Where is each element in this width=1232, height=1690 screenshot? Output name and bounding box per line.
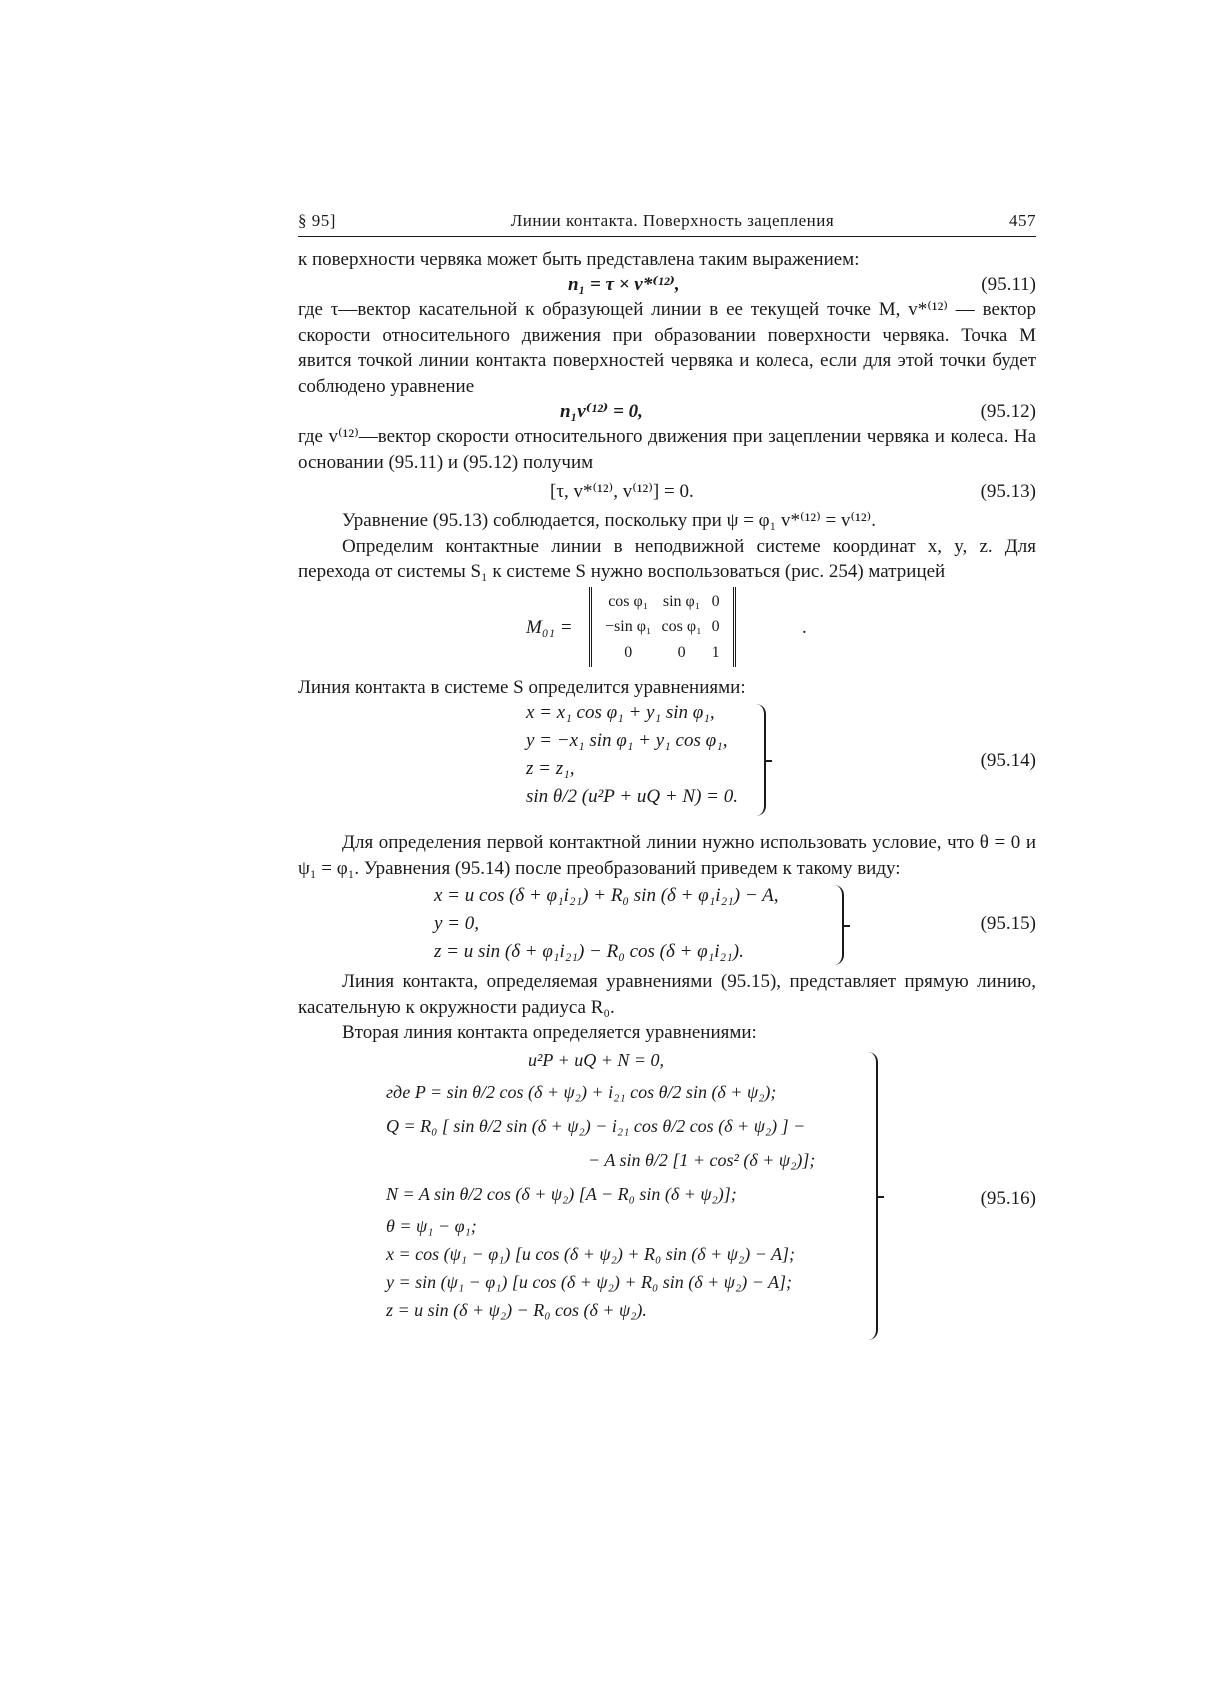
- system-line: x = cos (ψ₁ − φ₁) [u cos (δ + ψ₂) + R₀ sin (δ + ψ₂) − A];: [386, 1243, 796, 1264]
- equation-body: n₁ = τ × v*⁽¹²⁾,: [568, 274, 680, 295]
- matrix-body: [589, 587, 736, 668]
- matrix-label: M₀₁ =: [526, 616, 573, 638]
- paragraph-6: Линия контакта в системе S определится уравнениями:: [298, 676, 746, 698]
- system-95-14: [298, 700, 1036, 822]
- system-line: y = sin (ψ₁ − φ₁) [u cos (δ + ψ₂) + R₀ sin (δ + ψ₂) − A];: [386, 1271, 793, 1292]
- equation-number: (95.11): [981, 274, 1036, 295]
- system-line: z = u sin (δ + ψ₂) − R₀ cos (δ + ψ₂).: [386, 1299, 647, 1320]
- system-95-15: [298, 881, 1036, 969]
- matrix-cell: −sin φ₁: [605, 618, 652, 635]
- system-95-16: [298, 1046, 1036, 1346]
- matrix-cell: 1: [711, 643, 720, 661]
- matrix-row: [600, 640, 725, 666]
- paragraph-9: Вторая линия контакта определяется уравнениями:: [342, 1022, 757, 1043]
- page-number: 457: [1009, 211, 1036, 230]
- matrix-period: .: [802, 616, 807, 638]
- chapter-title: Линии контакта. Поверхность зацепления: [510, 211, 835, 230]
- system-line: u²P + uQ + N = 0,: [528, 1049, 665, 1070]
- paragraph-3: где v⁽¹²⁾—вектор скорости относительного движения при зацеплении червяка и колеса. На основании (95.11) и (95.12) получим: [298, 426, 1036, 473]
- equation-95-12: [298, 399, 1036, 424]
- system-line: где P = sin θ/2 cos (δ + ψ₂) + i₂₁ cos θ/2 sin (δ + ψ₂);: [386, 1081, 777, 1102]
- right-brace: [866, 1052, 878, 1340]
- equation-95-11: [298, 272, 1036, 297]
- equation-body: n₁v⁽¹²⁾ = 0,: [560, 401, 643, 422]
- system-line: N = A sin θ/2 cos (δ + ψ₂) [A − R₀ sin (δ + ψ₂)];: [386, 1183, 737, 1204]
- paragraph-7: Для определения первой контактной линии нужно использовать условие, что θ = 0 и ψ₁ = φ₁. Уравнения (95.14) после преобразований приведем к такому виду:: [298, 832, 1036, 879]
- book-page: [298, 208, 1036, 1346]
- matrix-row: [600, 614, 725, 640]
- system-line: z = z₁,: [526, 758, 575, 779]
- system-line: z = u sin (δ + φ₁i₂₁) − R₀ cos (δ + φ₁i₂₁).: [434, 941, 744, 962]
- matrix-cell: cos φ₁: [661, 618, 702, 635]
- running-header: [298, 208, 1036, 237]
- equation-95-13: [298, 479, 1036, 504]
- system-line: θ = ψ₁ − φ₁;: [386, 1215, 477, 1236]
- paragraph-2: где τ—вектор касательной к образующей линии в ее текущей точке M, v*⁽¹²⁾ — вектор скорости относительного движения при образовании поверхности червяка. Точка M явится точкой линии контакта поверхностей червяка и колеса, если для этой точки будет соблюдено уравнение: [298, 299, 1036, 397]
- matrix-cell: sin φ₁: [662, 592, 701, 610]
- system-line: x = x₁ cos φ₁ + y₁ sin φ₁,: [526, 702, 715, 723]
- matrix-cell: cos φ₁: [608, 592, 649, 610]
- matrix-cell: 0: [711, 592, 720, 610]
- matrix-m01: [298, 585, 1036, 675]
- matrix-cell: 0: [624, 643, 633, 661]
- equation-number: (95.16): [980, 1187, 1036, 1209]
- system-line: − A sin θ/2 [1 + cos² (δ + ψ₂)];: [588, 1149, 816, 1170]
- paragraph-1: к поверхности червяка может быть представлена таким выражением:: [298, 248, 860, 270]
- system-line: y = 0,: [434, 913, 480, 934]
- system-line: Q = R₀ [ sin θ/2 sin (δ + ψ₂) − i₂₁ cos θ/2 cos (δ + ψ₂) ] −: [386, 1115, 806, 1136]
- matrix-cell: 0: [677, 643, 686, 661]
- paragraph-4: Уравнение (95.13) соблюдается, поскольку при ψ = φ₁ v*⁽¹²⁾ = v⁽¹²⁾.: [342, 510, 876, 531]
- section-marker: § 95]: [298, 211, 336, 230]
- equation-number: (95.14): [980, 750, 1036, 771]
- system-line: sin θ/2 (u²P + uQ + N) = 0.: [526, 786, 739, 807]
- matrix-cell: 0: [711, 618, 720, 635]
- equation-number: (95.12): [980, 401, 1036, 422]
- matrix-row: [600, 589, 725, 615]
- paragraph-8: Линия контакта, определяемая уравнениями (95.15), представляет прямую линию, касательную к окружности радиуса R₀.: [298, 971, 1036, 1018]
- equation-number: (95.15): [980, 913, 1036, 934]
- equation-body: [τ, v*⁽¹²⁾, v⁽¹²⁾] = 0.: [550, 481, 694, 502]
- system-line: y = −x₁ sin φ₁ + y₁ cos φ₁,: [526, 730, 728, 751]
- system-line: x = u cos (δ + φ₁i₂₁) + R₀ sin (δ + φ₁i₂₁) − A,: [434, 885, 779, 906]
- equation-number: (95.13): [980, 481, 1036, 502]
- right-brace: [834, 885, 844, 965]
- right-brace: [756, 704, 766, 816]
- paragraph-5: Определим контактные линии в неподвижной системе координат x, y, z. Для перехода от системы S₁ к системе S нужно воспользоваться (рис. 254) матрицей: [298, 535, 1036, 582]
